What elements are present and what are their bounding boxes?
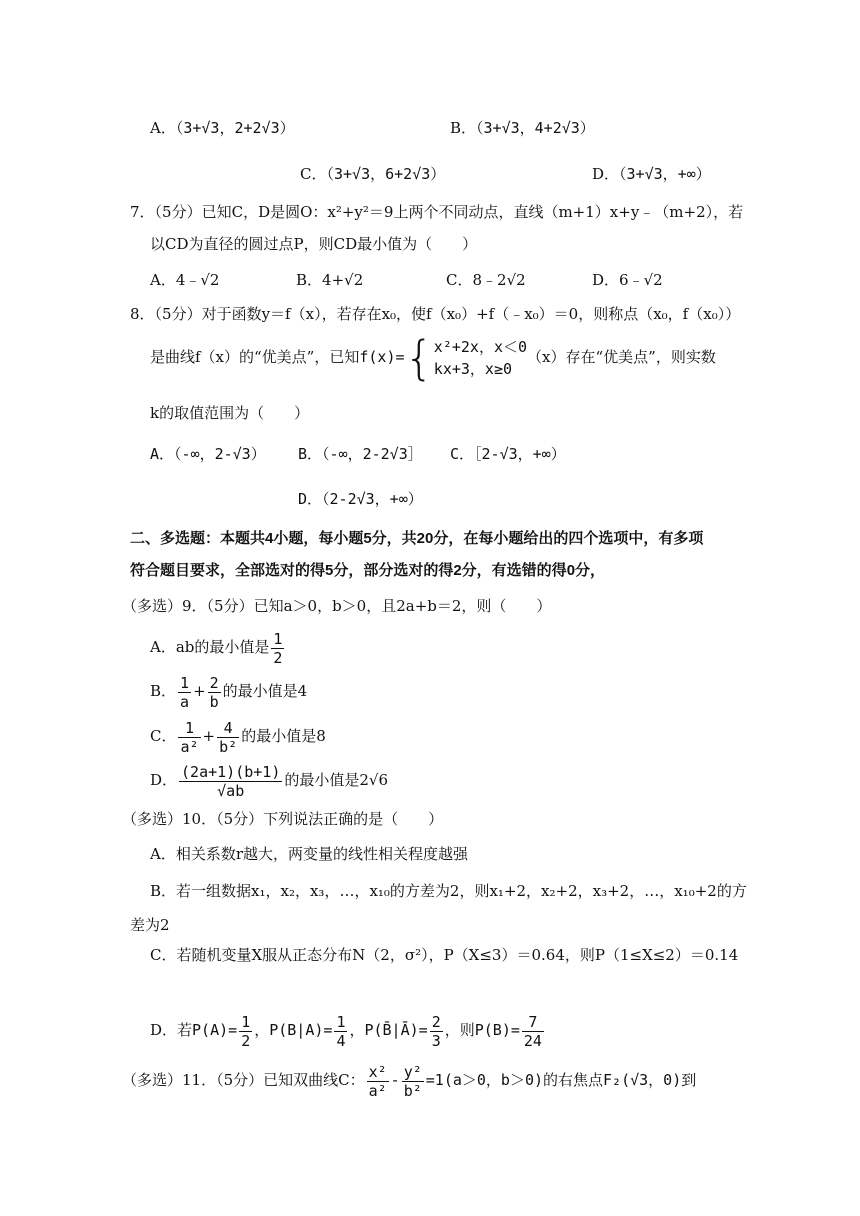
numerator: 2 [431, 1012, 441, 1031]
fraction [271, 630, 284, 667]
fraction [367, 1063, 389, 1100]
option-math: （3+√3，2+2√3） [175, 119, 295, 137]
q7-stem-line1: 7．（5分）已知C，D是圆O：x²+y²＝9上两个不同动点，直线（m+1）x+y﹣（m+2），若 [130, 203, 744, 221]
q7-option-a: A．4﹣√2 [150, 271, 220, 289]
case-1: x²+2x，x＜0 [433, 338, 528, 356]
q10-option-a: A．相关系数r越大，两变量的线性相关程度越强 [150, 845, 469, 863]
denominator: 2 [241, 1031, 251, 1050]
numerator: 1 [185, 718, 195, 737]
fraction [217, 719, 239, 756]
numerator: 1 [336, 1012, 346, 1031]
q7-option-b: B．4+√2 [296, 271, 364, 289]
math-text: - [390, 1071, 400, 1089]
denominator: b² [403, 1081, 422, 1100]
q6-option-a [150, 116, 295, 140]
fraction [430, 1013, 443, 1050]
math-text: P(B)= [474, 1021, 520, 1039]
math-text: ，P(B|A)= [254, 1021, 333, 1039]
q9-option-b: B． $\frac{1}{a}$ + $\frac{2}{b}$ 的最小值是4 [150, 673, 308, 711]
q10-option-d [150, 1010, 546, 1050]
q8-function-name: f(x)= [359, 348, 405, 366]
numerator: 1 [273, 629, 283, 648]
q7-stem-line2: 以CD为直径的圆过点P，则CD最小值为（ ） [150, 235, 478, 253]
math-text: F₂(√3，0) [603, 1071, 682, 1089]
denominator: 24 [523, 1031, 542, 1050]
q10-stem: （多选）10．（5分）下列说法正确的是（ ） [122, 810, 444, 828]
option-label: C． [300, 165, 327, 183]
left-brace-icon: { [404, 331, 434, 385]
denominator: 4 [336, 1031, 346, 1050]
fraction [522, 1013, 544, 1050]
option-math: （3+√3，6+2√3） [326, 165, 446, 183]
numerator: 7 [528, 1012, 538, 1031]
denominator: b [209, 692, 219, 711]
numerator: 1 [180, 673, 190, 692]
numerator: x² [368, 1062, 387, 1081]
math-text: ，P(B̄|Ā)= [349, 1021, 428, 1039]
denominator: a [180, 692, 190, 711]
fraction [178, 719, 200, 756]
q11-text: 的右焦点 [543, 1071, 604, 1089]
q10-option-b-line2: 差为2 [130, 916, 170, 934]
q7-option-c: C．8﹣2√2 [446, 271, 526, 289]
option-text: D．（2-2√3，+∞） [298, 490, 423, 508]
numerator: y² [403, 1062, 422, 1081]
q8-text: 是曲线f（x）的“优美点”，已知 [150, 348, 360, 366]
q9-option-a [150, 628, 286, 667]
option-math: （3+√3，4+2√3） [476, 119, 595, 137]
q11-stem [122, 1058, 696, 1102]
q8-stem-line3: k的取值范围为（ ） [150, 404, 310, 422]
numerator: 4 [223, 718, 233, 737]
option-text: 的最小值是4 [222, 682, 308, 700]
piecewise-cases [434, 336, 527, 380]
section-heading-line1: 二、多选题：本题共4小题，每小题5分，共20分，在每小题给出的四个选项中，有多项 [130, 530, 704, 547]
fraction [239, 1013, 252, 1050]
section-heading-line2: 符合题目要求，全部选对的得5分，部分选对的得2分，有选错的得0分， [130, 562, 606, 579]
q11-text: 到 [681, 1071, 697, 1089]
numerator: 2 [209, 673, 219, 692]
option-math: （3+√3，+∞） [619, 165, 711, 183]
option-label: B． [150, 682, 177, 700]
q10-option-c: C．若随机变量X服从正态分布N（2，σ²），P（X≤3）＝0.64，则P（1≤X≤2）＝0.14 [150, 946, 739, 964]
q8-stem-line2 [150, 331, 716, 385]
option-text: 的最小值是2√6 [284, 771, 389, 789]
case-2: kx+3，x≥0 [433, 360, 513, 378]
math-text: P(A)= [192, 1021, 238, 1039]
q6-option-d [592, 162, 711, 186]
fraction [402, 1063, 424, 1100]
q7-option-d: D．6﹣√2 [592, 271, 663, 289]
denominator: a² [180, 737, 199, 756]
q8-text-post: （x）存在“优美点”，则实数 [527, 348, 716, 366]
option-label: D． [592, 165, 620, 183]
option-text: 的最小值是8 [241, 727, 326, 745]
option-label: D． [150, 771, 178, 789]
option-text: ，则 [444, 1021, 475, 1039]
option-text: A．ab的最小值是 [150, 638, 270, 656]
q8-option-c [450, 442, 566, 466]
option-text: D．若 [150, 1021, 193, 1039]
option-text: B．（-∞，2-2√3］ [298, 445, 423, 463]
q9-option-c: C． $\frac{1}{\text{a²}}$ + $\frac{4}{\text{b²}}$ 的最小值是8 [150, 718, 326, 756]
fraction [334, 1013, 347, 1050]
q8-option-b [298, 442, 423, 466]
numerator: 1 [241, 1012, 251, 1031]
option-text: A．（-∞，2-√3） [150, 445, 266, 463]
q6-option-b [450, 116, 595, 140]
option-label: A． [150, 119, 176, 137]
option-label: C． [150, 727, 177, 745]
denominator: a² [368, 1081, 387, 1100]
denominator: 3 [431, 1031, 441, 1050]
numerator: (2a+1)(b+1) [181, 762, 281, 781]
fraction [178, 674, 191, 711]
q8-option-a [150, 442, 266, 466]
option-text: C．［2-√3，+∞） [450, 445, 566, 463]
fraction [208, 674, 221, 711]
denominator: b² [219, 737, 238, 756]
denominator: √ab [179, 781, 282, 800]
q9-option-d [150, 760, 388, 800]
option-label: B． [450, 119, 477, 137]
fraction [179, 763, 282, 800]
math-text: =1(a＞0，b＞0) [425, 1071, 544, 1089]
q9-stem: （多选）9．（5分）已知a＞0，b＞0，且2a+b＝2，则（ ） [122, 597, 552, 615]
q8-option-d [298, 487, 423, 511]
q10-option-b-line1: B．若一组数据x₁，x₂，x₃，…，x₁₀的方差为2，则x₁+2，x₂+2，x₃+2，…，x₁₀+2的方 [150, 882, 747, 900]
q6-option-c [300, 162, 445, 186]
q8-stem-line1: 8．（5分）对于函数y＝f（x），若存在x₀，使f（x₀）+f（﹣x₀）＝0，则称点（x₀，f（x₀）） [130, 305, 741, 323]
q11-text: （多选）11．（5分）已知双曲线C： [122, 1071, 365, 1089]
denominator: 2 [273, 648, 283, 667]
